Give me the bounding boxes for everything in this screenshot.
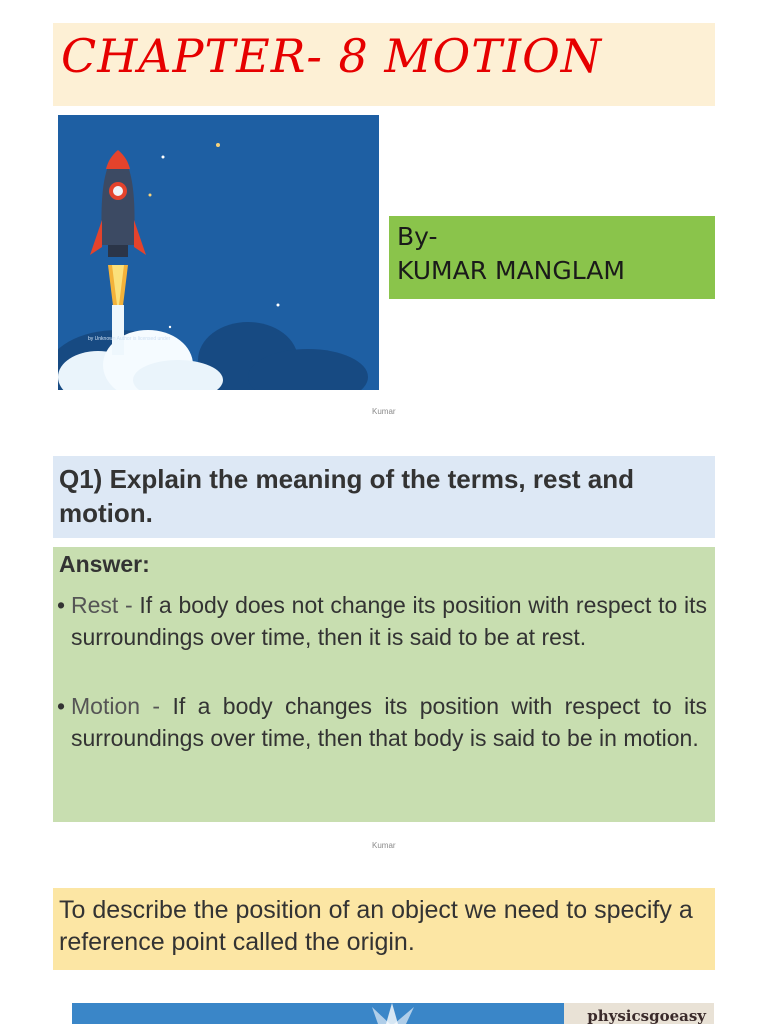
note-text: To describe the position of an object we need to specify a reference point called the origin. bbox=[59, 896, 693, 956]
author-name: KUMAR MANGLAM bbox=[397, 256, 625, 285]
term-motion: Motion - bbox=[71, 693, 173, 719]
question-text: Q1) Explain the meaning of the terms, rest and motion. bbox=[59, 464, 635, 528]
rocket-icon bbox=[58, 115, 379, 390]
slide-footer: Kumar bbox=[372, 841, 396, 850]
answer-box bbox=[53, 547, 715, 822]
bullet-icon: • bbox=[57, 592, 66, 618]
definition-motion: If a body changes its position with respect to its surroundings over time, then that body is said to be in motion. bbox=[71, 693, 707, 751]
question-box bbox=[53, 456, 715, 538]
bullet-icon: • bbox=[57, 693, 66, 719]
author-box bbox=[389, 216, 715, 299]
brand-logo-text: physicsgoeasy bbox=[587, 1007, 706, 1024]
note-box bbox=[53, 888, 715, 970]
list-item bbox=[57, 589, 707, 653]
image-attribution: by Unknown Author is licensed under bbox=[88, 336, 171, 342]
definition-rest: If a body does not change its position with respect to its surroundings over time, then it is said to be at rest. bbox=[71, 592, 708, 650]
slide-footer: Kumar bbox=[372, 407, 396, 416]
term-rest: Rest - bbox=[71, 592, 140, 618]
title-banner bbox=[53, 23, 715, 106]
answer-heading: Answer: bbox=[59, 551, 150, 577]
rocket-illustration bbox=[58, 115, 379, 390]
next-slide-image bbox=[72, 1003, 714, 1024]
page-title: CHAPTER- 8 MOTION bbox=[61, 29, 603, 83]
author-prefix: By- bbox=[397, 222, 438, 251]
list-item bbox=[57, 690, 707, 754]
